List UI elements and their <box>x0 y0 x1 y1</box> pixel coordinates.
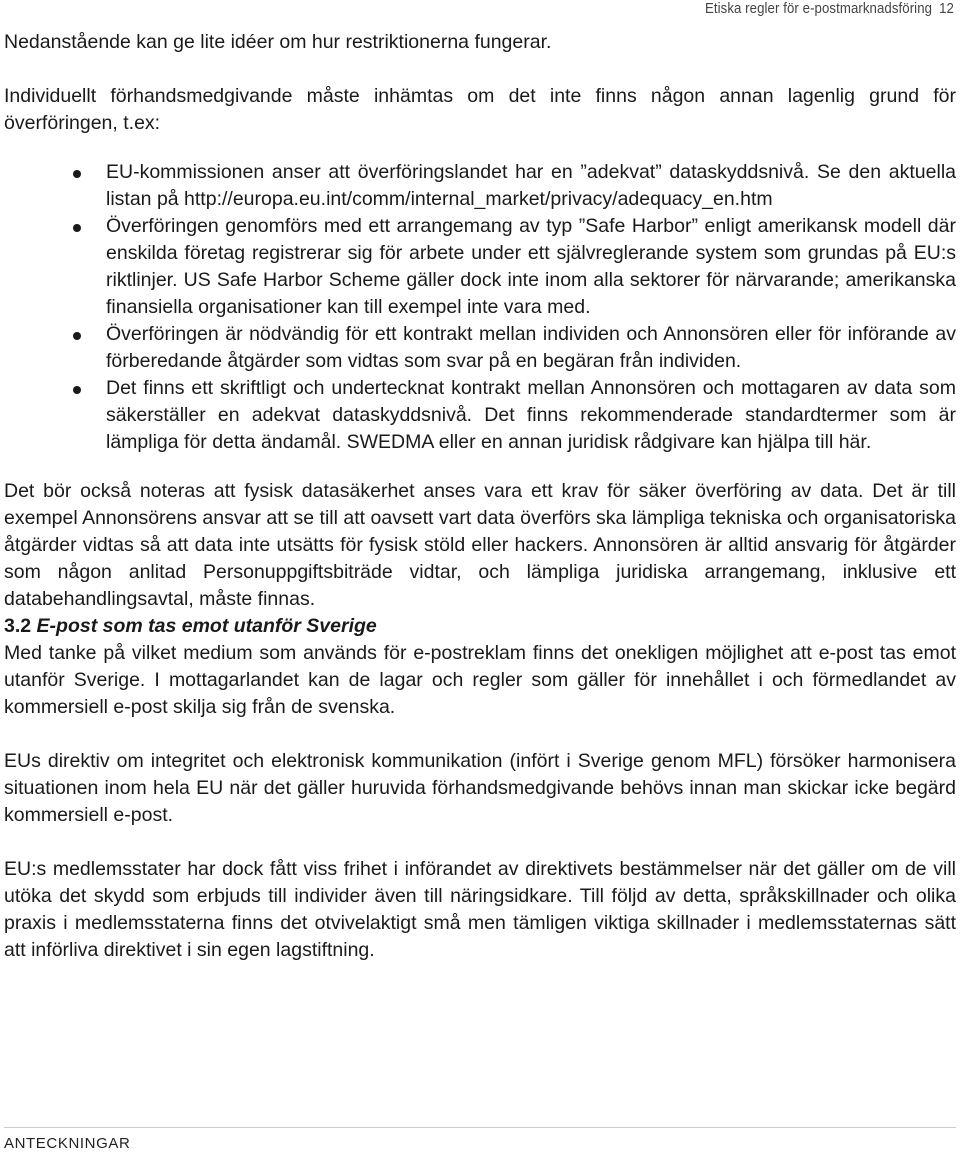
intro-paragraph: Nedanstående kan ge lite idéer om hur restriktionerna fungerar. <box>4 31 552 53</box>
section-heading <box>4 613 956 640</box>
notes-label: ANTECKNINGAR <box>4 1135 131 1152</box>
page-content <box>4 29 956 964</box>
list-item-text: Överföringen är nödvändig för ett kontrakt mellan individen och Annonsören eller för införande av förberedande åtgärder som vidtas som svar på en begäran från individen. <box>106 323 956 372</box>
section-paragraph-3: EU:s medlemsstater har dock fått viss frihet i införandet av direktivets bestämmelser när det gäller om de vill utöka det skydd som erbjuds till individer även till näringsidkare. Till följd av detta, språkskillnader och olika praxis i medlemsstaterna finns det otvivelaktigt små men tämligen viktiga skillnader i medlemsstaternas sätt att införliva direktivet i sin egen lagstiftning. <box>4 858 956 961</box>
list-item <box>4 159 956 213</box>
section-paragraph-1: Med tanke på vilket medium som används för e-postreklam finns det onekligen möjlighet att e-post tas emot utanför Sverige. I mottagarlandet kan de lagar och regler som gäller för innehållet i och förmedlandet av kommersiell e-post skilja sig från de svenska. <box>4 642 956 718</box>
list-item-text: Det finns ett skriftligt och undertecknat kontrakt mellan Annonsören och mottagaren av data som säkerställer en adekvat dataskyddsnivå. Det finns rekommenderade standardtermer som är lämpliga för detta ändamål. SWEDMA eller en annan juridisk rådgivare kan hjälpa till här. <box>106 377 956 453</box>
footer-divider <box>4 1127 956 1128</box>
consent-paragraph: Individuellt förhandsmedgivande måste inhämtas om det inte finns någon annan lagenlig grund för överföringen, t.ex: <box>4 85 956 134</box>
bullet-icon <box>73 332 81 340</box>
section-title: E-post som tas emot utanför Sverige <box>36 615 377 637</box>
bullet-icon <box>73 386 81 394</box>
list-item <box>4 375 956 456</box>
bullet-icon <box>73 170 81 178</box>
section-paragraph-2: EUs direktiv om integritet och elektronisk kommunikation (infört i Sverige genom MFL) försöker harmonisera situationen inom hela EU när det gäller huruvida förhandsmedgivande behövs innan man skickar icke begärd kommersiell e-post. <box>4 750 956 826</box>
transfer-conditions-list <box>4 159 956 456</box>
list-item <box>4 321 956 375</box>
list-item-text: Överföringen genomförs med ett arrangemang av typ ”Safe Harbor” enligt amerikansk modell där enskilda företag registrerar sig för arbete under ett självreglerande system som grundas på EU:s riktlinjer. US Safe Harbor Scheme gäller dock inte inom alla sektorer för närvarande; amerikanska finansiella organisationer kan till exempel inte vara med. <box>106 215 956 318</box>
list-item <box>4 213 956 321</box>
security-paragraph: Det bör också noteras att fysisk datasäkerhet anses vara ett krav för säker överföring av data. Det är till exempel Annonsörens ansvar att se till att oavsett vart data överförs ska lämpliga tekniska och organisatoriska åtgärder vidtas så att data inte utsätts för fysisk stöld eller hackers. Annonsören är alltid ansvarig för åtgärder som någon anlitad Personuppgiftsbiträde vidtar, och lämpliga juridiska arrangemang, inklusive ett databehandlingsavtal, måste finnas. <box>4 480 956 610</box>
running-title: Etiska regler för e-postmarknadsföring <box>704 0 933 17</box>
list-item-text: EU-kommissionen anser att överföringslandet har en ”adekvat” dataskyddsnivå. Se den aktuella listan på http://europa.eu.int/comm/internal_market/privacy/adequacy_en.htm <box>106 161 956 210</box>
bullet-icon <box>73 224 81 232</box>
section-number: 3.2 <box>4 615 32 637</box>
running-header <box>705 0 954 17</box>
page-number: 12 <box>939 0 954 17</box>
